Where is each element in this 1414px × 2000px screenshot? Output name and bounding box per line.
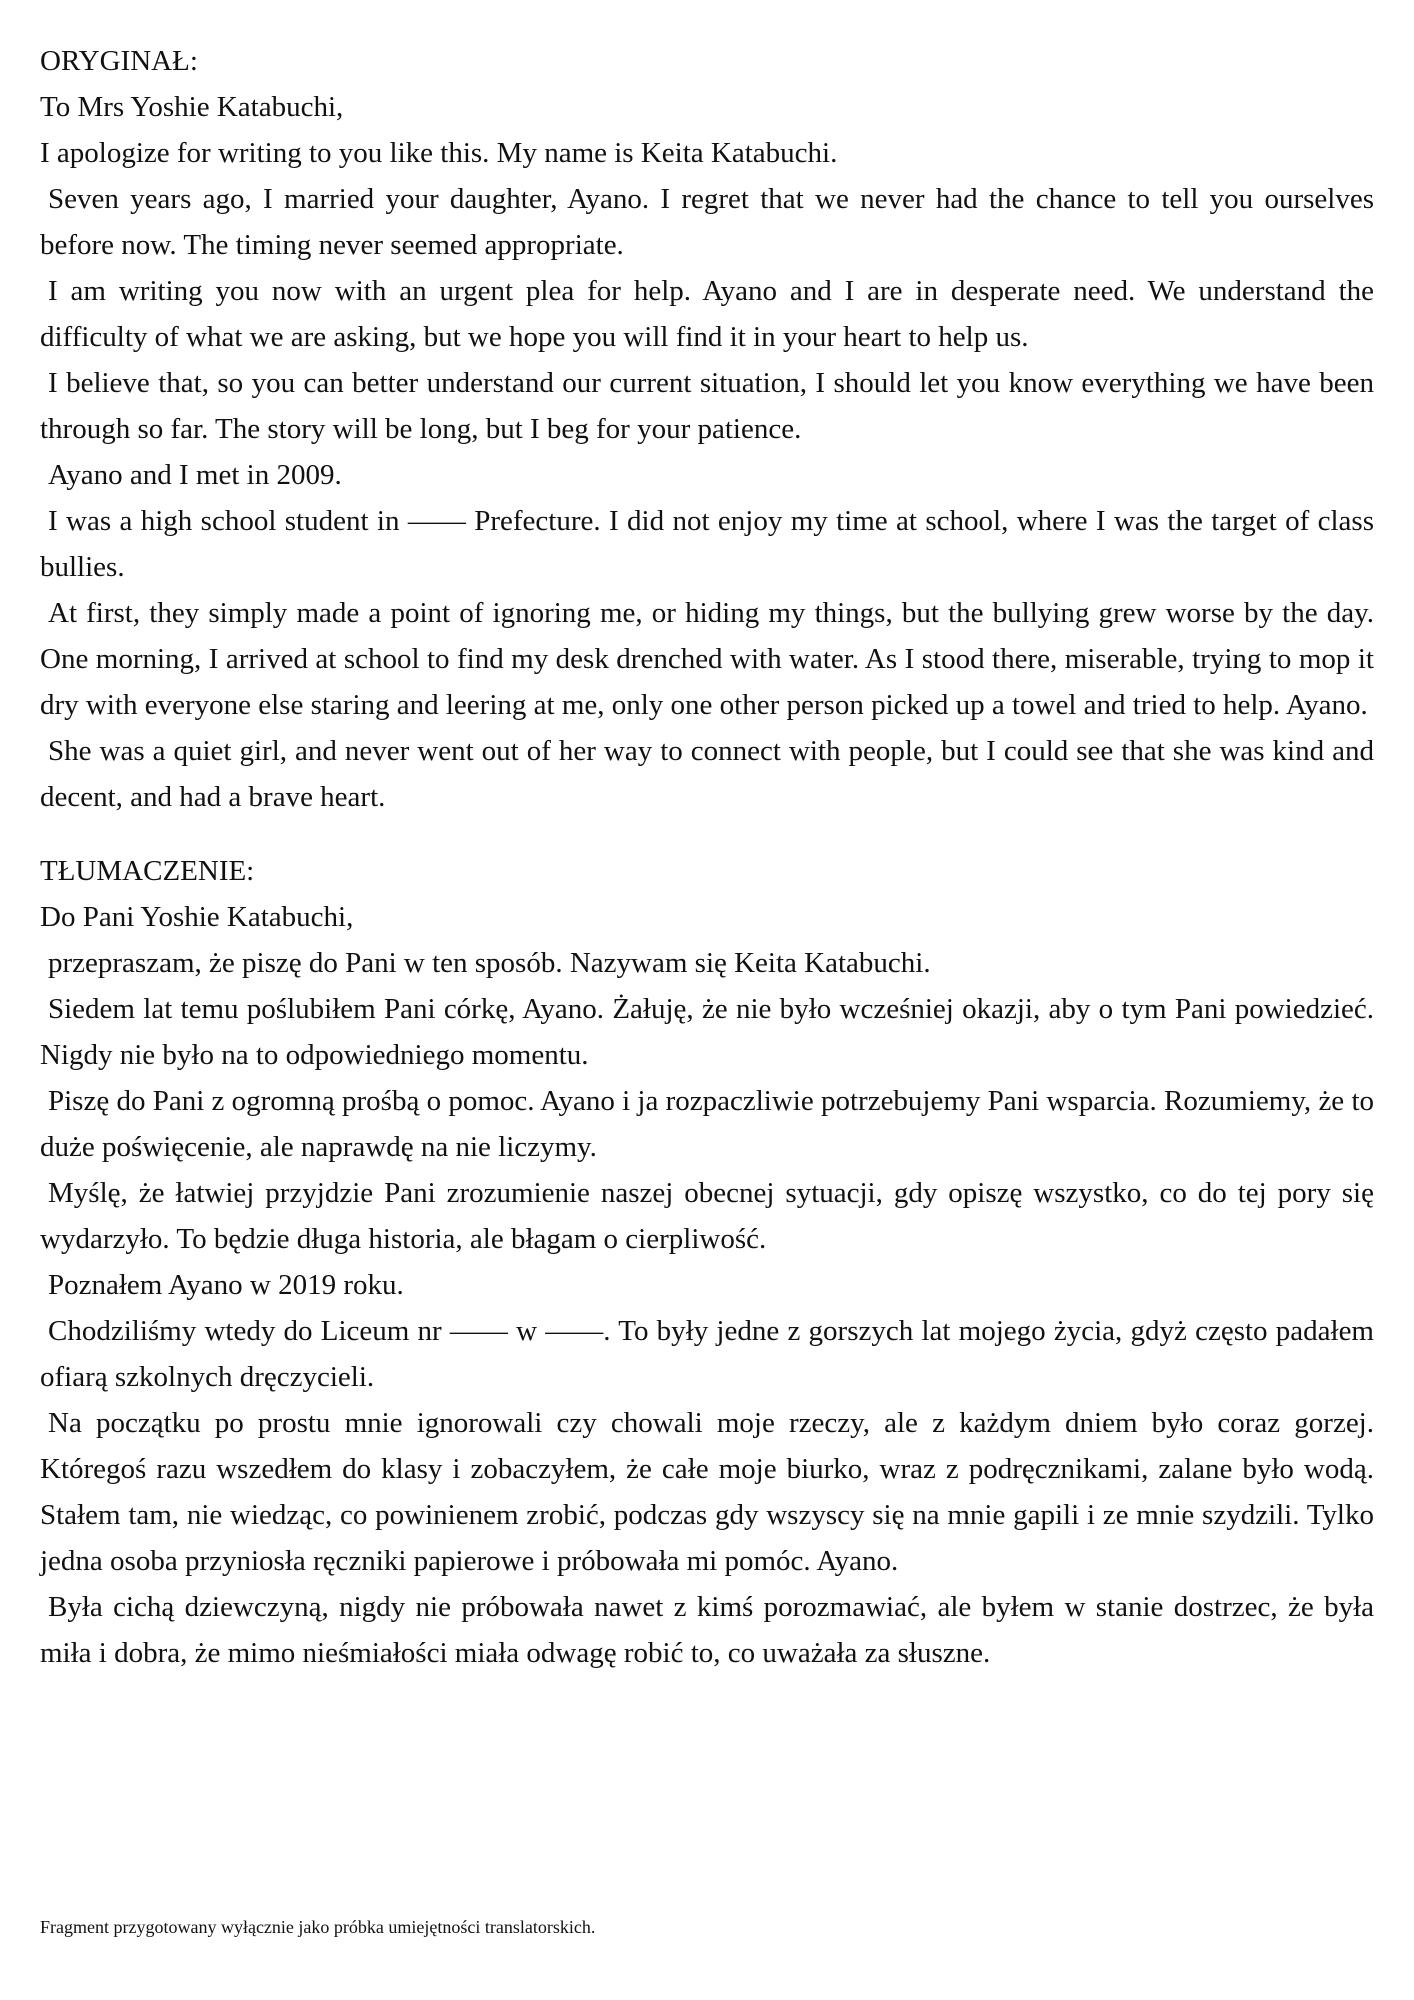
- original-paragraph: I apologize for writing to you like this. My name is Keita Katabuchi.: [40, 137, 838, 169]
- original-paragraph: I am writing you now with an urgent plea for help. Ayano and I are in desperate need. We understand the difficulty of what we are asking, but we hope you will find it in your heart to help us.: [40, 275, 1374, 353]
- translation-section: [40, 848, 1374, 1676]
- translation-paragraph: Poznałem Ayano w 2019 roku.: [48, 1269, 404, 1301]
- original-paragraph: Ayano and I met in 2009.: [48, 459, 342, 491]
- translation-salutation: Do Pani Yoshie Katabuchi,: [40, 901, 354, 933]
- translation-paragraph: Siedem lat temu poślubiłem Pani córkę, Ayano. Żałuję, że nie było wcześniej okazji, aby o tym Pani powiedzieć. Nigdy nie było na to odpowiedniego momentu.: [40, 993, 1374, 1071]
- translation-paragraph: Piszę do Pani z ogromną prośbą o pomoc. Ayano i ja rozpaczliwie potrzebujemy Pani wsparcia. Rozumiemy, że to duże poświęcenie, ale naprawdę na nie liczymy.: [40, 1085, 1374, 1163]
- original-salutation: To Mrs Yoshie Katabuchi,: [40, 91, 344, 123]
- original-paragraph: I was a high school student in —— Prefecture. I did not enjoy my time at school, where I was the target of class bullies.: [40, 505, 1374, 583]
- translation-paragraph: Chodziliśmy wtedy do Liceum nr —— w ——. To były jedne z gorszych lat mojego życia, gdyż często padałem ofiarą szkolnych dręczycieli.: [40, 1315, 1374, 1393]
- section-spacer: [40, 820, 1374, 848]
- footer-note: Fragment przygotowany wyłącznie jako próbka umiejętności translatorskich.: [40, 1917, 596, 1937]
- document-page: [40, 38, 1374, 1676]
- original-paragraph: I believe that, so you can better understand our current situation, I should let you know everything we have been through so far. The story will be long, but I beg for your patience.: [40, 367, 1374, 445]
- translation-paragraph: Była cichą dziewczyną, nigdy nie próbowała nawet z kimś porozmawiać, ale byłem w stanie dostrzec, że była miła i dobra, że mimo nieśmiałości miała odwagę robić to, co uważała za słuszne.: [40, 1591, 1374, 1669]
- translation-label: TŁUMACZENIE:: [40, 855, 255, 887]
- translation-paragraph: przepraszam, że piszę do Pani w ten sposób. Nazywam się Keita Katabuchi.: [48, 947, 931, 979]
- original-paragraph: She was a quiet girl, and never went out of her way to connect with people, but I could see that she was kind and decent, and had a brave heart.: [40, 735, 1374, 813]
- original-section: [40, 38, 1374, 820]
- original-label: ORYGINAŁ:: [40, 45, 198, 77]
- original-paragraph: Seven years ago, I married your daughter, Ayano. I regret that we never had the chance to tell you ourselves before now. The timing never seemed appropriate.: [40, 183, 1374, 261]
- original-paragraph: At first, they simply made a point of ignoring me, or hiding my things, but the bullying grew worse by the day. One morning, I arrived at school to find my desk drenched with water. As I stood there, miserable, trying to mop it dry with everyone else staring and leering at me, only one other person picked up a towel and tried to help. Ayano.: [40, 597, 1374, 721]
- translation-paragraph: Na początku po prostu mnie ignorowali czy chowali moje rzeczy, ale z każdym dniem było coraz gorzej. Któregoś razu wszedłem do klasy i zobaczyłem, że całe moje biurko, wraz z podręcznikami, zalane było wodą. Stałem tam, nie wiedząc, co powinienem zrobić, podczas gdy wszyscy się na mnie gapili i ze mnie szydzili. Tylko jedna osoba przyniosła ręczniki papierowe i próbowała mi pomóc. Ayano.: [40, 1407, 1374, 1577]
- translation-paragraph: Myślę, że łatwiej przyjdzie Pani zrozumienie naszej obecnej sytuacji, gdy opiszę wszystko, co do tej pory się wydarzyło. To będzie długa historia, ale błagam o cierpliwość.: [40, 1177, 1374, 1255]
